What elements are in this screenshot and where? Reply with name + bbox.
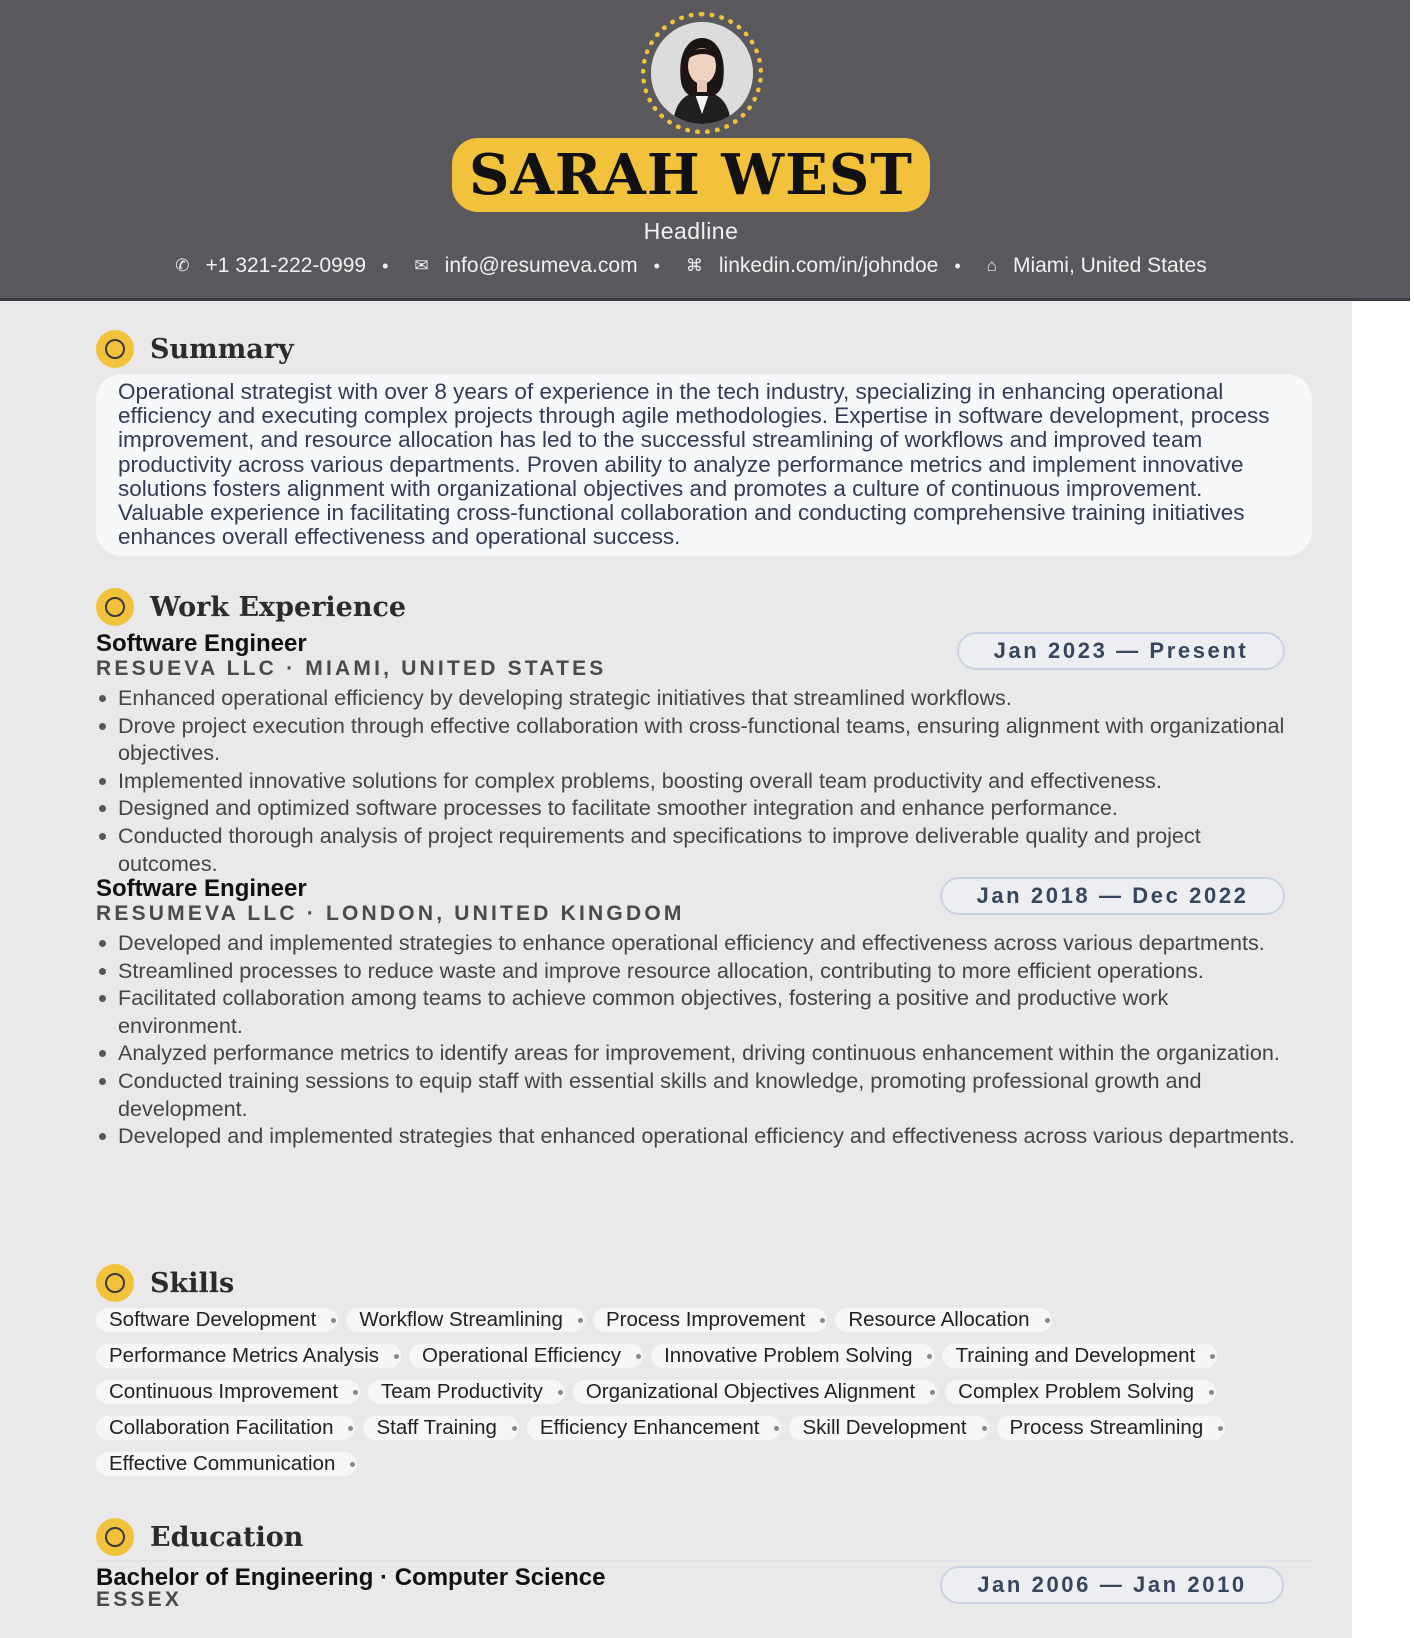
contact-row: [0, 254, 1382, 278]
job-bullets: [96, 929, 1296, 1150]
resume-header: [0, 0, 1410, 301]
skill-chip: [789, 1416, 988, 1440]
dot-icon: [394, 1354, 399, 1359]
dot-icon: [927, 1354, 932, 1359]
candidate-name: SARAH WEST: [469, 142, 913, 208]
skill-chip: [835, 1308, 1051, 1332]
skill-label: Skill Development: [802, 1416, 967, 1439]
contact-separator: •: [382, 255, 389, 276]
skill-label: Workflow Streamlining: [359, 1308, 563, 1331]
list-item: Conducted training sessions to equip staff with essential skills and knowledge, promoting professional growth and development.: [96, 1067, 1296, 1122]
skill-chip: [96, 1452, 357, 1476]
dot-icon: [774, 1426, 779, 1431]
skill-chip: [346, 1308, 585, 1332]
skill-chip: [942, 1344, 1217, 1368]
skill-label: Software Development: [109, 1308, 317, 1331]
dot-icon: [1045, 1318, 1050, 1323]
experience-heading: [96, 588, 406, 626]
email-text: info@resumeva.com: [444, 254, 638, 277]
job-company: RESUMEVA LLC · LONDON, UNITED KINGDOM: [96, 902, 685, 925]
skill-label: Team Productivity: [381, 1380, 543, 1403]
circle-icon: [96, 1518, 134, 1556]
skill-label: Staff Training: [376, 1416, 497, 1439]
skill-chip: [96, 1308, 338, 1332]
list-item: Drove project execution through effective collaboration with cross-functional teams, ensuring alignment with organizational objectives.: [96, 712, 1296, 767]
skill-chip: [96, 1416, 355, 1440]
dot-icon: [1210, 1354, 1215, 1359]
skill-label: Complex Problem Solving: [958, 1380, 1194, 1403]
education-degree: Bachelor of Engineering · Computer Science: [96, 1564, 606, 1591]
dot-icon: [578, 1318, 583, 1323]
dot-icon: [636, 1354, 641, 1359]
contact-linkedin[interactable]: [686, 254, 938, 278]
skill-label: Performance Metrics Analysis: [109, 1344, 380, 1367]
skill-label: Collaboration Facilitation: [109, 1416, 334, 1439]
summary-text: Operational strategist with over 8 years of experience in the tech industry, specializing in enhancing operational efficiency and executing complex projects through agile methodologies. Expertise in software development, process improvement, and resource allocation has led to the successful streamlining of workflows and improved team productivity across various departments. Proven ability to analyze performance metrics and implement innovative solutions fosters alignment with organizational objectives and promotes a culture of continuous improvement. Valuable experience in facilitating cross-functional collaboration and conducting comprehensive training initiatives enhances overall effectiveness and operational success.: [96, 374, 1312, 556]
list-item: Analyzed performance metrics to identify areas for improvement, driving continuous enhancement within the organization.: [96, 1039, 1296, 1067]
circle-icon: [96, 1264, 134, 1302]
mail-icon: ✉: [414, 256, 429, 275]
contact-separator: •: [653, 255, 660, 276]
contact-location: [987, 254, 1207, 278]
skill-chip: [409, 1344, 643, 1368]
job-title: Software Engineer: [96, 875, 307, 902]
skill-label: Training and Development: [955, 1344, 1196, 1367]
headline: Headline: [643, 218, 739, 244]
education-dates: Jan 2006 — Jan 2010: [940, 1566, 1284, 1604]
dot-icon: [350, 1462, 355, 1467]
dot-icon: [512, 1426, 517, 1431]
skill-chip: [651, 1344, 934, 1368]
dot-icon: [1218, 1426, 1223, 1431]
skill-chip: [96, 1344, 401, 1368]
divider: [96, 1560, 1312, 1562]
job-dates: Jan 2023 — Present: [957, 632, 1285, 670]
dot-icon: [331, 1318, 336, 1323]
link-icon: ⌘: [685, 256, 703, 275]
list-item: Implemented innovative solutions for complex problems, boosting overall team productivity and effectiveness.: [96, 767, 1296, 795]
list-item: Enhanced operational efficiency by developing strategic initiatives that streamlined workflows.: [96, 684, 1296, 712]
profile-photo: [651, 22, 753, 124]
skills-heading: [96, 1264, 234, 1302]
list-item: Facilitated collaboration among teams to achieve common objectives, fostering a positive and productive work environment.: [96, 984, 1296, 1039]
dot-icon: [1209, 1390, 1214, 1395]
education-heading: [96, 1518, 303, 1556]
skill-chip: [96, 1380, 360, 1404]
skill-chip: [997, 1416, 1226, 1440]
home-icon: ⌂: [986, 256, 997, 275]
skill-chip: [527, 1416, 782, 1440]
education-title: Education: [150, 1521, 304, 1553]
list-item: Developed and implemented strategies that enhanced operational efficiency and effectiveness across various departments.: [96, 1122, 1296, 1150]
skill-chip: [945, 1380, 1216, 1404]
location-text: Miami, United States: [1012, 254, 1207, 277]
list-item: Developed and implemented strategies to enhance operational efficiency and effectiveness across various departments.: [96, 929, 1296, 957]
skill-label: Efficiency Enhancement: [539, 1416, 760, 1439]
phone-icon: ✆: [175, 256, 190, 275]
skill-chip: [363, 1416, 518, 1440]
name-pill: [452, 138, 930, 212]
list-item: Streamlined processes to reduce waste and improve resource allocation, contributing to more efficient operations.: [96, 957, 1296, 985]
job-company: RESUEVA LLC · MIAMI, UNITED STATES: [96, 657, 607, 680]
skill-chip: [573, 1380, 937, 1404]
contact-email[interactable]: [414, 254, 637, 278]
experience-title: Work Experience: [150, 591, 407, 623]
skill-label: Operational Efficiency: [422, 1344, 622, 1367]
skill-label: Innovative Problem Solving: [664, 1344, 913, 1367]
job-bullets: [96, 684, 1296, 877]
list-item: Designed and optimized software processes to facilitate smoother integration and enhance performance.: [96, 794, 1296, 822]
circle-icon: [96, 330, 134, 368]
skill-label: Organizational Objectives Alignment: [585, 1380, 916, 1403]
summary-title: Summary: [150, 333, 294, 365]
skill-label: Process Improvement: [605, 1308, 806, 1331]
dot-icon: [558, 1390, 563, 1395]
dot-icon: [353, 1390, 358, 1395]
skills-list: [96, 1308, 1236, 1476]
phone-text: +1 321-222-0999: [205, 254, 367, 277]
dot-icon: [930, 1390, 935, 1395]
list-item: Conducted thorough analysis of project requirements and specifications to improve deliverable quality and project outcomes.: [96, 822, 1296, 877]
education-school: ESSEX: [96, 1588, 183, 1611]
skill-label: Process Streamlining: [1009, 1416, 1204, 1439]
skill-label: Resource Allocation: [848, 1308, 1030, 1331]
skill-label: Effective Communication: [109, 1452, 336, 1475]
skill-label: Continuous Improvement: [109, 1380, 339, 1403]
job-dates: Jan 2018 — Dec 2022: [940, 877, 1285, 915]
linkedin-text: linkedin.com/in/johndoe: [718, 254, 939, 277]
avatar: [651, 22, 753, 124]
skills-title: Skills: [150, 1267, 235, 1299]
contact-phone[interactable]: [175, 254, 366, 278]
dot-icon: [982, 1426, 987, 1431]
skill-chip: [368, 1380, 565, 1404]
skill-chip: [593, 1308, 827, 1332]
job-title: Software Engineer: [96, 630, 307, 657]
dot-icon: [820, 1318, 825, 1323]
contact-separator: •: [954, 255, 961, 276]
summary-heading: [96, 330, 294, 368]
circle-icon: [96, 588, 134, 626]
dot-icon: [348, 1426, 353, 1431]
